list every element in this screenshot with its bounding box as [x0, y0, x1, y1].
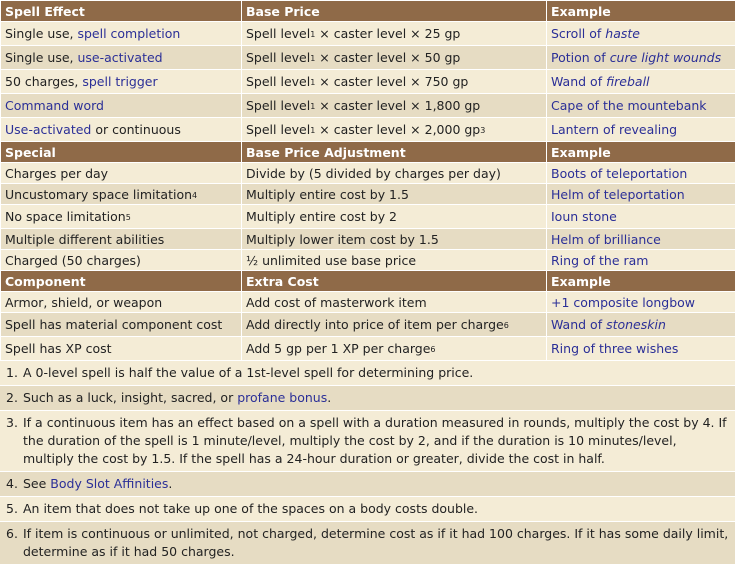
table-cell: Charged (50 charges): [1, 250, 242, 271]
table-cell: [1, 94, 242, 118]
table-cell: [547, 229, 735, 250]
table-cell: [547, 70, 735, 94]
table-cell: No space limitation$^5$: [1, 205, 242, 229]
footnote: 5. An item that does not take up one of the spaces on a body costs double.: [0, 497, 735, 522]
link[interactable]: profane bonus: [237, 390, 327, 405]
table-header-row: [1, 271, 735, 292]
table-row: [1, 250, 735, 271]
footnote: 1. A 0-level spell is half the value of a 1st-level spell for determining price.: [0, 361, 735, 386]
table-cell: [547, 205, 735, 229]
table-cell: Use-activated or continuous: [1, 118, 242, 142]
column-header: Base Price: [242, 1, 547, 22]
link[interactable]: Scroll of haste: [551, 26, 640, 41]
table-cell: Single use, spell completion: [1, 22, 242, 46]
table-row: [1, 22, 735, 46]
table-cell: ½ unlimited use base price: [242, 250, 547, 271]
table-row: [1, 163, 735, 184]
link[interactable]: Wand of stoneskin: [551, 317, 666, 332]
link[interactable]: Cape of the mountebank: [551, 98, 707, 113]
link[interactable]: Helm of brilliance: [551, 232, 661, 247]
link[interactable]: Ioun stone: [551, 209, 617, 224]
table-cell: Add cost of masterwork item: [242, 292, 547, 313]
table-row: [1, 94, 735, 118]
table-cell: Uncustomary space limitation$^4$: [1, 184, 242, 205]
table-cell: Spell level$^1$ × caster level × 50 gp: [242, 46, 547, 70]
column-header: Example: [547, 1, 735, 22]
link[interactable]: Body Slot Affinities: [50, 476, 168, 491]
table-row: [1, 292, 735, 313]
table-cell: [547, 337, 735, 361]
column-header: Component: [1, 271, 242, 292]
table-cell: [547, 250, 735, 271]
table-row: [1, 118, 735, 142]
table-cell: Multiply lower item cost by 1.5: [242, 229, 547, 250]
table-cell: [547, 184, 735, 205]
column-header: Special: [1, 142, 242, 163]
link[interactable]: Command word: [5, 98, 104, 113]
table-cell: Spell has material component cost: [1, 313, 242, 337]
column-header: Example: [547, 142, 735, 163]
link[interactable]: Lantern of revealing: [551, 122, 677, 137]
table-cell: Spell level$^1$ × caster level × 750 gp: [242, 70, 547, 94]
link[interactable]: Ring of three wishes: [551, 341, 678, 356]
column-header: Base Price Adjustment: [242, 142, 547, 163]
column-header: Extra Cost: [242, 271, 547, 292]
table-row: [1, 313, 735, 337]
table-cell: Add directly into price of item per charge$^6$: [242, 313, 547, 337]
column-header: Spell Effect: [1, 1, 242, 22]
table-cell: [547, 94, 735, 118]
table-cell: [547, 22, 735, 46]
table-row: [1, 205, 735, 229]
link[interactable]: use-activated: [77, 50, 162, 65]
column-header: Example: [547, 271, 735, 292]
link[interactable]: Use-activated: [5, 122, 91, 137]
table-cell: Single use, use-activated: [1, 46, 242, 70]
link[interactable]: spell completion: [77, 26, 180, 41]
table-row: [1, 229, 735, 250]
table-cell: Spell level$^1$ × caster level × 2,000 $gp^3$: [242, 118, 547, 142]
table-cell: Spell level$^1$ × caster level × 1,800 gp: [242, 94, 547, 118]
table-cell: Armor, shield, or weapon: [1, 292, 242, 313]
table-header-row: [1, 142, 735, 163]
table-cell: Multiply entire cost by 2: [242, 205, 547, 229]
table-cell: [547, 118, 735, 142]
footnote: 6. If item is continuous or unlimited, not charged, determine cost as if it had 100 charges. If it has some daily limit, determine as if it had 50 charges.: [0, 522, 735, 565]
link[interactable]: Wand of fireball: [551, 74, 650, 89]
table-cell: 50 charges, spell trigger: [1, 70, 242, 94]
link[interactable]: Ring of the ram: [551, 253, 648, 268]
footnote: 3. If a continuous item has an effect based on a spell with a duration measured in rounds, multiply the cost by 4. If the duration of the spell is 1 minute/level, multiply the cost by 2, and if the duration is 10 minutes/level, multiply the cost by 1.5. If the spell has a 24-hour duration or greater, divide the cost in half.: [0, 411, 735, 472]
link[interactable]: spell trigger: [82, 74, 157, 89]
table-header-row: [1, 1, 735, 22]
table-cell: [547, 292, 735, 313]
table-row: [1, 184, 735, 205]
table-cell: Charges per day: [1, 163, 242, 184]
table-row: [1, 46, 735, 70]
table-cell: [547, 163, 735, 184]
table-cell: Spell level$^1$ × caster level × 25 gp: [242, 22, 547, 46]
table-cell: Multiply entire cost by 1.5: [242, 184, 547, 205]
table-row: [1, 337, 735, 361]
table-cell: [547, 46, 735, 70]
table-cell: Spell has XP cost: [1, 337, 242, 361]
link[interactable]: Boots of teleportation: [551, 166, 687, 181]
footnote: 4. See Body Slot Affinities.: [0, 472, 735, 497]
link[interactable]: +1 composite longbow: [551, 295, 695, 310]
link[interactable]: Potion of cure light wounds: [551, 50, 721, 65]
table-cell: Divide by (5 divided by charges per day): [242, 163, 547, 184]
link[interactable]: Helm of teleportation: [551, 187, 685, 202]
footnote: 2. Such as a luck, insight, sacred, or profane bonus.: [0, 386, 735, 411]
table-cell: Multiple different abilities: [1, 229, 242, 250]
table-cell: Add 5 gp per 1 XP per charge$^6$: [242, 337, 547, 361]
footnotes-list: [0, 361, 735, 565]
table-cell: [547, 313, 735, 337]
table-row: [1, 70, 735, 94]
